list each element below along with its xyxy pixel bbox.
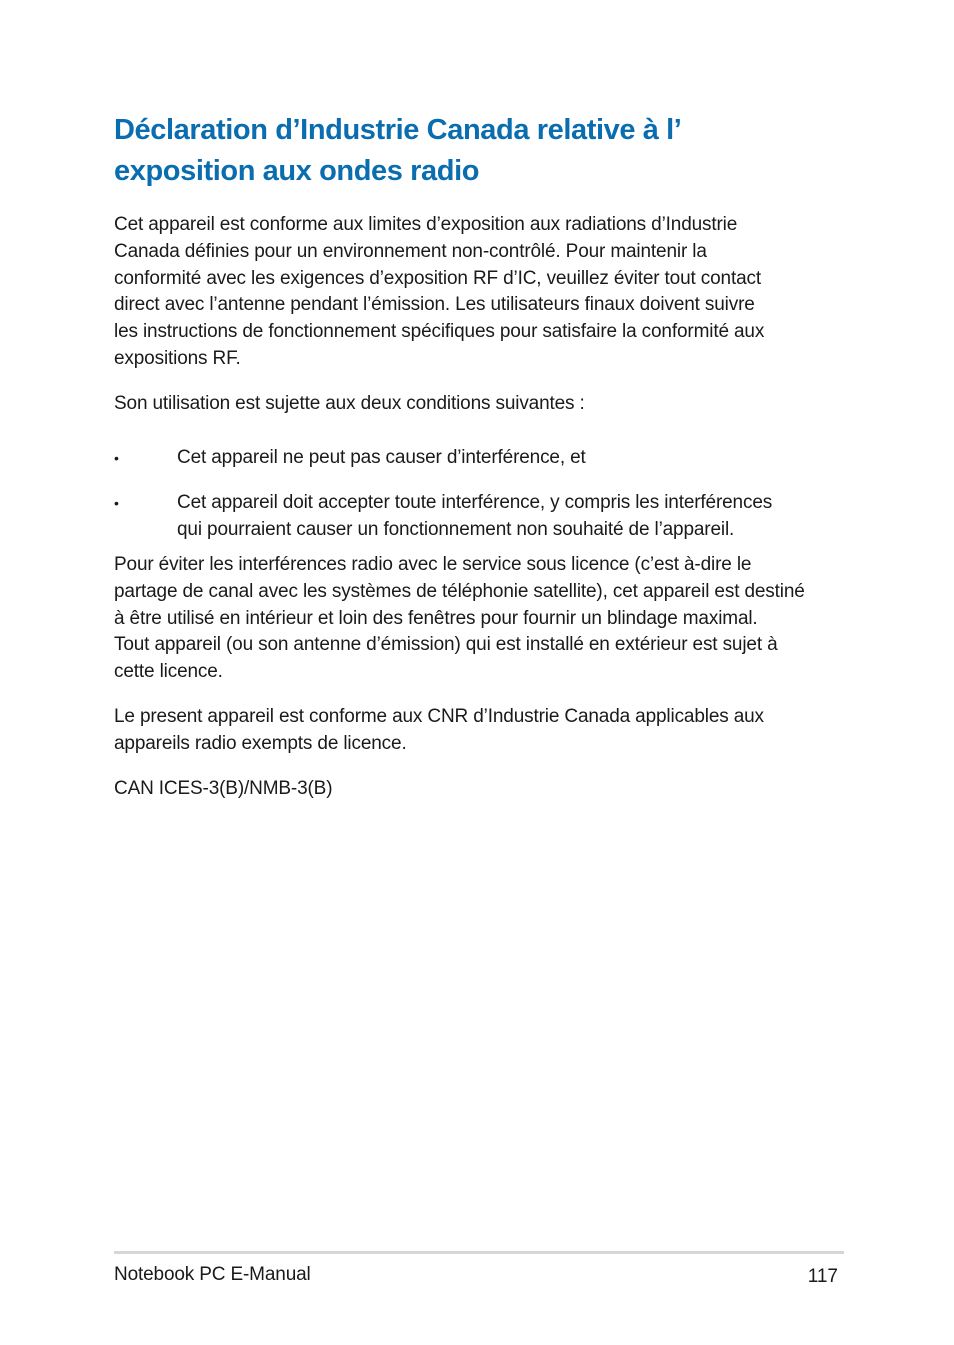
intro-line-5: les instructions de fonctionnement spécifiques pour satisfaire la conformité aux	[114, 321, 765, 343]
footer-divider	[114, 1251, 844, 1254]
intro-line-1: Cet appareil est conforme aux limites d’exposition aux radiations d’Industrie	[114, 214, 738, 235]
heading-line-2: exposition aux ondes radio	[114, 155, 480, 187]
interference-line-2: partage de canal avec les systèmes de téléphonie satellite), cet appareil est destiné	[114, 580, 805, 602]
list-item-line-1: Cet appareil doit accepter toute interférence, y compris les interférences	[177, 492, 773, 514]
interference-line-1: Pour éviter les interférences radio avec le service sous licence (c’est à-dire le	[114, 553, 752, 575]
list-item	[114, 445, 844, 472]
cnr-paragraph	[114, 704, 844, 758]
interference-paragraph	[114, 552, 844, 686]
conditions-list	[114, 445, 844, 544]
footer-manual-title: Notebook PC E-Manual	[114, 1264, 311, 1285]
interference-line-3: à être utilisé en intérieur et loin des fenêtres pour fournir un blindage maximal.	[114, 607, 758, 629]
page-number: 117	[807, 1266, 838, 1287]
list-item-line-1: Cet appareil ne peut pas causer d’interférence, et	[177, 446, 586, 468]
bullet-marker: •	[114, 449, 119, 466]
cnr-line-2: appareils radio exempts de licence.	[114, 732, 407, 754]
heading-line-1: Déclaration d’Industrie Canada relative à l’	[114, 114, 682, 146]
list-item	[114, 490, 844, 544]
cnr-line-1: Le present appareil est conforme aux CNR d’Industrie Canada applicables aux	[114, 705, 764, 727]
page-content	[114, 110, 844, 802]
intro-paragraph	[114, 212, 844, 373]
intro-line-4: direct avec l’antenne pendant l’émission. Les utilisateurs finaux doivent suivre	[114, 294, 755, 316]
section-heading	[114, 110, 844, 192]
ices-statement: CAN ICES-3(B)/NMB-3(B)	[114, 777, 333, 799]
bullet-marker: •	[114, 495, 119, 512]
intro-line-2: Canada définies pour un environnement non-contrôlé. Pour maintenir la	[114, 240, 707, 262]
intro-line-6: expositions RF.	[114, 347, 241, 369]
interference-line-4: Tout appareil (ou son antenne d’émission) qui est installé en extérieur est sujet à	[114, 634, 778, 656]
list-item-line-2: qui pourraient causer un fonctionnement non souhaité de l’appareil.	[177, 519, 735, 541]
interference-line-5: cette licence.	[114, 661, 223, 683]
intro-line-3: conformité avec les exigences d’exposition RF d’IC, veuillez éviter tout contact	[114, 267, 761, 289]
conditions-intro: Son utilisation est sujette aux deux conditions suivantes :	[114, 392, 585, 414]
